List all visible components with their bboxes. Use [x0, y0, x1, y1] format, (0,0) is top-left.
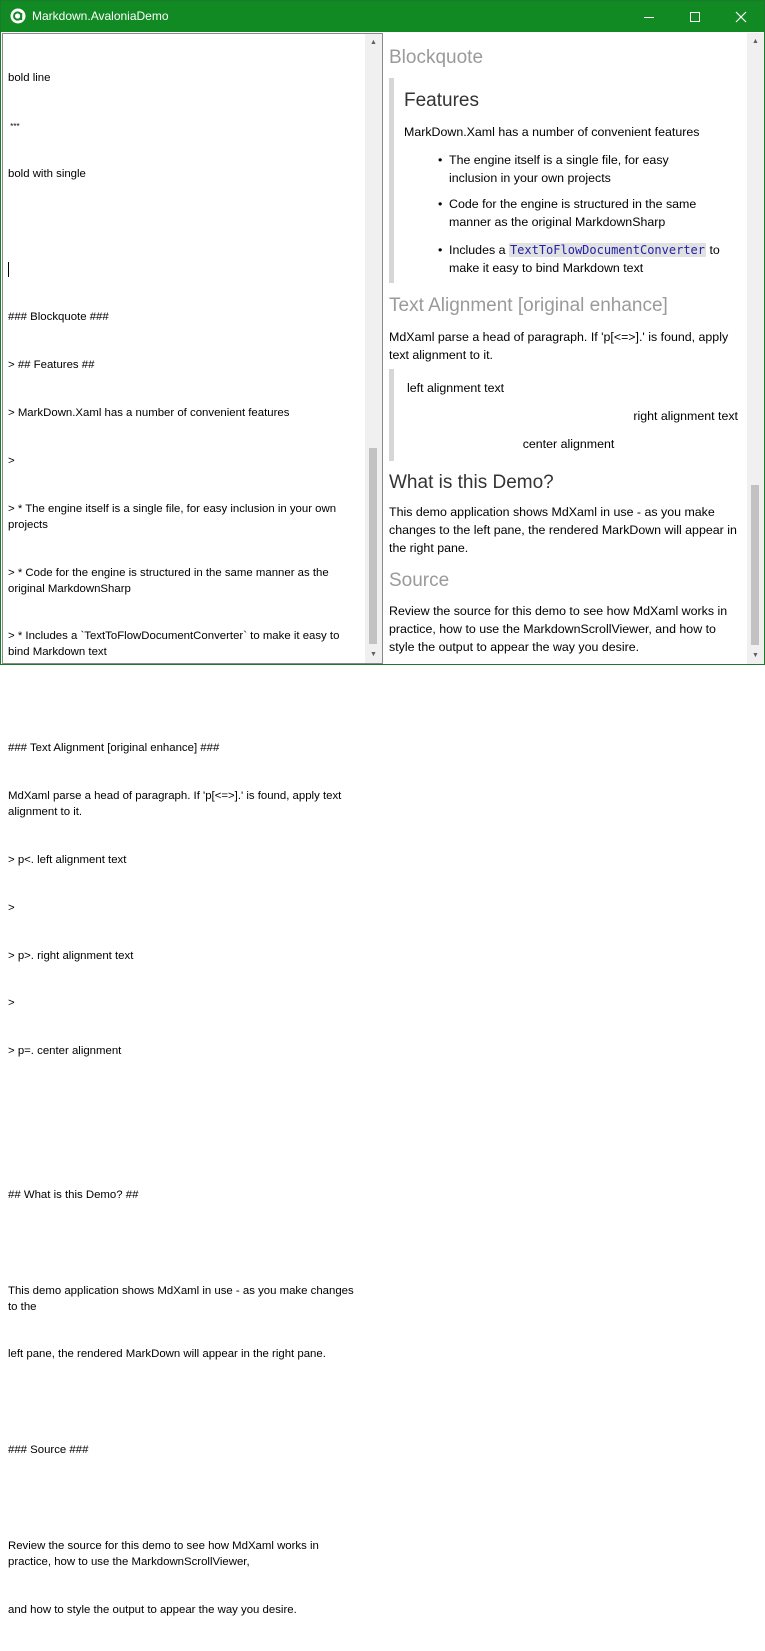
editor-line: bold line [8, 71, 51, 84]
minimize-icon [643, 11, 655, 23]
editor-scroll-thumb[interactable] [369, 448, 377, 644]
avalonia-logo-icon [10, 8, 26, 24]
editor-line: ### Blockquote ### [8, 311, 109, 324]
editor-line: ### Text Alignment [original enhance] ### [8, 742, 220, 755]
editor-line: > [8, 997, 15, 1010]
blockquote [389, 369, 743, 461]
list-item [438, 152, 719, 187]
scroll-up-arrow-icon[interactable]: ▲ [370, 39, 377, 46]
editor-line [8, 1140, 364, 1156]
editor-line: > MarkDown.Xaml has a number of convenient features [8, 407, 290, 420]
editor-line: ### Source ### [8, 1444, 89, 1457]
rendered-document [389, 33, 743, 664]
list-item [438, 242, 739, 277]
list-item-text: to make it easy to bind Markdown text [449, 243, 720, 275]
editor-line: > [8, 901, 15, 914]
text-alignment-heading: Text Alignment [original enhance] [389, 295, 668, 316]
editor-scrollbar[interactable] [365, 34, 382, 663]
window-title: Markdown.AvaloniaDemo [32, 9, 169, 23]
bullet-icon: • [438, 153, 443, 167]
editor-line: This demo application shows MdXaml in use - as you make changes to the [8, 1284, 357, 1313]
editor-line: > * The engine itself is a single file, for easy inclusion in your own projects [8, 502, 340, 531]
editor-line [8, 1491, 364, 1507]
viewer-scroll-thumb[interactable] [751, 485, 759, 645]
demo-heading: What is this Demo? [389, 472, 554, 493]
list-item-text: Includes a [449, 243, 509, 257]
editor-line: *** [8, 121, 20, 131]
features-intro: MarkDown.Xaml has a number of convenient features [404, 125, 700, 139]
editor-line: and how to style the output to appear the way you desire. [8, 1603, 297, 1616]
blockquote-heading: Blockquote [389, 47, 484, 68]
editor-line: > p<. left alignment text [8, 853, 127, 866]
demo-paragraph: This demo application shows MdXaml in use - as you make changes to the left pane, the rendered MarkDown will appear in the right pane. [389, 505, 737, 555]
right-aligned-text: right alignment text [633, 409, 738, 423]
inline-code: TextToFlowDocumentConverter [509, 243, 706, 257]
editor-line: left pane, the rendered MarkDown will appear in the right pane. [8, 1348, 326, 1361]
editor-line: > * Code for the engine is structured in the same manner as the original MarkdownSharp [8, 566, 332, 595]
editor-line [8, 262, 364, 278]
editor-line [8, 1092, 364, 1108]
bullet-icon: • [438, 243, 443, 257]
list-item-text: Code for the engine is structured in the same manner as the original MarkdownSharp [449, 197, 697, 229]
editor-line: > * Includes a `TextToFlowDocumentConverter` to make it easy to bind Markdown text [8, 630, 343, 659]
list-item-text: The engine itself is a single file, for easy inclusion in your own projects [449, 153, 669, 185]
close-icon [735, 11, 747, 23]
left-aligned-text: left alignment text [407, 381, 505, 395]
editor-line: ## What is this Demo? ## [8, 1188, 139, 1201]
editor-line [8, 215, 364, 231]
text-caret [8, 262, 9, 277]
blockquote [389, 78, 743, 283]
markdown-editor[interactable] [2, 33, 383, 1616]
editor-line: MdXaml parse a head of paragraph. If 'p[<=>].' is found, apply text alignment to it. [8, 789, 345, 818]
alignment-intro: MdXaml parse a head of paragraph. If 'p[<=>].' is found, apply text alignment to it. [389, 330, 729, 362]
title-bar[interactable] [1, 1, 764, 32]
close-button[interactable] [718, 1, 764, 32]
markdown-viewer[interactable] [384, 33, 764, 664]
editor-line: Review the source for this demo to see how MdXaml works in practice, how to use the MarkdownScrollViewer, [8, 1540, 323, 1568]
editor-text[interactable] [8, 39, 364, 1651]
features-heading: Features [404, 90, 479, 111]
editor-line [8, 693, 364, 709]
scroll-down-arrow-icon[interactable]: ▼ [370, 651, 377, 658]
list-item [438, 196, 719, 231]
minimize-button[interactable] [626, 1, 672, 32]
editor-line: bold with single [8, 167, 86, 180]
editor-line: > [8, 454, 15, 467]
bullet-icon: • [438, 197, 443, 211]
editor-line [8, 1236, 364, 1252]
editor-line: > ## Features ## [8, 359, 95, 372]
scroll-up-arrow-icon[interactable]: ▲ [752, 38, 759, 45]
viewer-scrollbar[interactable] [747, 33, 764, 664]
maximize-button[interactable] [672, 1, 718, 32]
editor-line: > p=. center alignment [8, 1045, 122, 1058]
editor-line [8, 1395, 364, 1411]
maximize-icon [689, 11, 701, 23]
source-paragraph: Review the source for this demo to see how MdXaml works in practice, how to use the MarkdownScrollViewer, and how to style the output to appear the way you desire. [389, 604, 728, 654]
source-heading: Source [389, 570, 450, 591]
editor-line: > p>. right alignment text [8, 949, 134, 962]
center-aligned-text: center alignment [522, 437, 615, 451]
scroll-down-arrow-icon[interactable]: ▼ [752, 652, 759, 659]
